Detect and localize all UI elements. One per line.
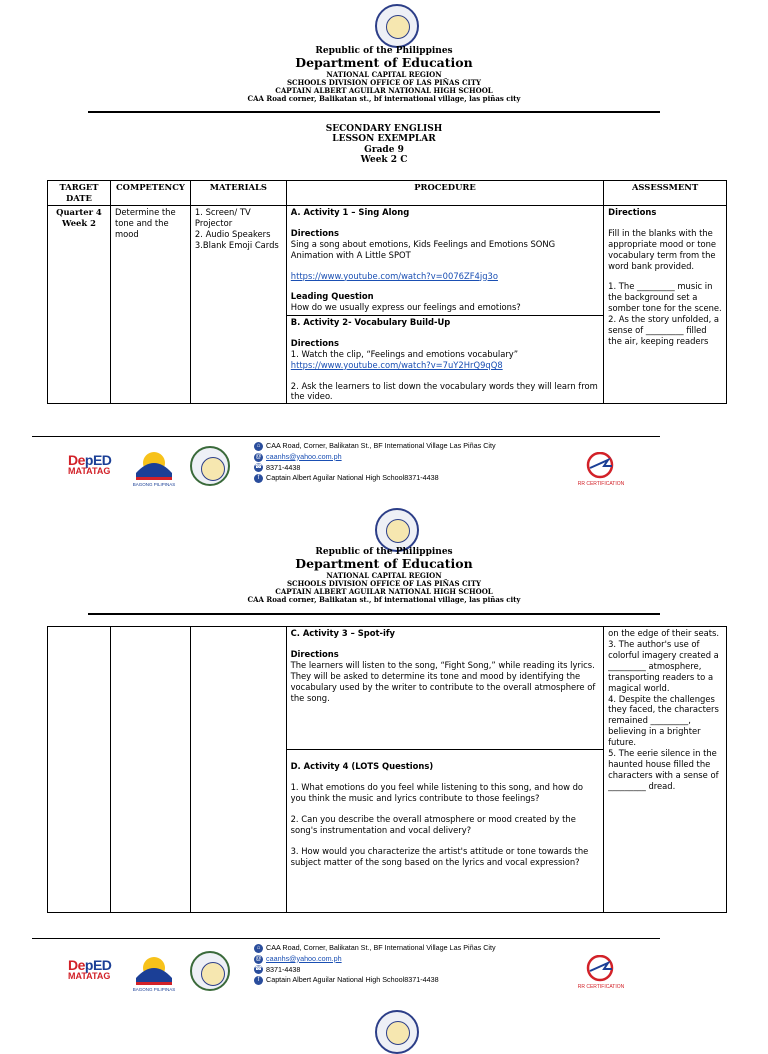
assessment-cell-page1 bbox=[604, 205, 727, 404]
home-icon: ⌂ bbox=[254, 442, 263, 451]
header-target-date: TARGET DATE bbox=[48, 181, 111, 206]
assessment-item-3: 3. The author's use of colorful imagery created a _________ atmosphere, transporting readers to a magical world. bbox=[608, 638, 719, 693]
header-competency: COMPETENCY bbox=[110, 181, 190, 206]
lesson-table-page1 bbox=[47, 180, 727, 404]
page-header bbox=[0, 46, 768, 103]
republic-line: Republic of the Philippines bbox=[315, 547, 453, 557]
activity3-cell bbox=[286, 627, 604, 750]
empty-date-cell bbox=[48, 627, 111, 913]
activity1-video-link[interactable]: https://www.youtube.com/watch?v=0076ZF4jg3o bbox=[290, 270, 498, 281]
footer-facebook: Captain Albert Aguilar National High School8371-4438 bbox=[266, 975, 439, 985]
department-line: Department of Education bbox=[295, 55, 473, 71]
lesson-title bbox=[0, 124, 768, 165]
activity2-step2: 2. Ask the learners to list down the vocabulary words they will learn from the video. bbox=[290, 380, 598, 402]
bagong-pilipinas-text: BAGONG PILIPINAS bbox=[132, 987, 176, 992]
republic-line: Republic of the Philippines bbox=[315, 46, 453, 56]
division-line: SCHOOLS DIVISION OFFICE OF LAS PIÑAS CITY bbox=[286, 578, 482, 588]
title-grade: Grade 9 bbox=[364, 144, 404, 155]
activity2-video-link[interactable]: https://www.youtube.com/watch?v=7uY2HrQ9qQ8 bbox=[290, 359, 503, 370]
material-item: 1. Screen/ TV Projector bbox=[194, 206, 251, 228]
activity3-title: C. Activity 3 – Spot-ify bbox=[290, 628, 395, 638]
matatag-text: MATATAG bbox=[68, 971, 111, 981]
header-procedure: PROCEDURE bbox=[286, 181, 603, 206]
deped-matatag-logo: DepED MATATAG bbox=[68, 957, 112, 981]
rr-certification-logo bbox=[574, 955, 630, 991]
region-line: NATIONAL CAPITAL REGION bbox=[326, 570, 442, 580]
empty-materials-cell bbox=[190, 627, 286, 913]
rr-certification-logo bbox=[574, 452, 630, 488]
activity4-question-2: 2. Can you describe the overall atmosphere or mood created by the song's instrumentation and vocal delivery? bbox=[290, 813, 576, 835]
footer-phone: 8371-4438 bbox=[266, 964, 301, 974]
bagong-pilipinas-logo bbox=[132, 447, 176, 487]
header-divider bbox=[88, 111, 660, 113]
footer-facebook: Captain Albert Aguilar National High School8371-4438 bbox=[266, 473, 439, 483]
address-line: CAA Road corner, Balikatan st., bf international village, las piñas city bbox=[247, 594, 521, 604]
competency-cell: Determine the tone and the mood bbox=[110, 205, 190, 404]
address-line: CAA Road corner, Balikatan st., bf international village, las piñas city bbox=[247, 93, 521, 103]
activity4-title: D. Activity 4 (LOTS Questions) bbox=[290, 761, 434, 771]
leading-question-label: Leading Question bbox=[290, 291, 374, 302]
mail-icon: @ bbox=[255, 453, 262, 460]
footer-email[interactable]: caanhs@yahoo.com.ph bbox=[266, 953, 342, 963]
school-line: CAPTAIN ALBERT AGUILAR NATIONAL HIGH SCHOOL bbox=[275, 85, 493, 95]
activity1-cell bbox=[286, 205, 603, 315]
activity3-directions: The learners will listen to the song, “Fight Song,” while reading its lyrics. They will be asked to determine its tone and mood by identifying the vocabulary used by the writer to contribute to the overall atmosphere of the song. bbox=[290, 659, 596, 703]
header-assessment: ASSESSMENT bbox=[604, 181, 727, 206]
facebook-icon: f bbox=[254, 474, 263, 483]
school-line: CAPTAIN ALBERT AGUILAR NATIONAL HIGH SCHOOL bbox=[275, 586, 493, 596]
home-icon: ⌂ bbox=[254, 944, 263, 953]
assessment-item-1: 1. The _________ music in the background set a somber tone for the scene. bbox=[608, 281, 722, 314]
footer-address: CAA Road, Corner, Balikatan St., BF International Village Las Piñas City bbox=[266, 943, 496, 952]
mail-icon: @ bbox=[255, 955, 262, 962]
page-header-2 bbox=[0, 547, 768, 604]
materials-cell bbox=[190, 205, 286, 404]
facebook-icon: f bbox=[254, 976, 263, 985]
activity1-title: A. Activity 1 – Sing Along bbox=[290, 206, 410, 217]
material-item: 3.Blank Emoji Cards bbox=[194, 239, 279, 250]
empty-competency-cell bbox=[110, 627, 190, 913]
activity2-title: B. Activity 2- Vocabulary Build-Up bbox=[290, 316, 451, 327]
lesson-table-page2 bbox=[47, 626, 727, 913]
assessment-item-4: 4. Despite the challenges they faced, the characters remained _________, believing in a brighter future. bbox=[608, 693, 719, 748]
school-seal-logo bbox=[190, 446, 230, 486]
title-type: LESSON EXEMPLAR bbox=[332, 134, 436, 145]
activity2-step1: 1. Watch the clip, “Feelings and emotions vocabulary” bbox=[290, 348, 519, 359]
activity4-question-1: 1. What emotions do you feel while listening to this song, and how do you think the music and lyrics contribute to those feelings? bbox=[290, 781, 584, 803]
activity1-directions: Sing a song about emotions, Kids Feelings and Emotions SONG Animation with A Little SPOT bbox=[290, 238, 556, 260]
footer-phone: 8371-4438 bbox=[266, 462, 301, 472]
activity1-directions-label: Directions bbox=[290, 227, 339, 238]
activity2-directions-label: Directions bbox=[290, 337, 339, 348]
title-subject: SECONDARY ENGLISH bbox=[325, 124, 443, 134]
assessment-item-2-cont: on the edge of their seats. bbox=[608, 628, 720, 638]
footer-divider bbox=[32, 436, 660, 437]
footer-contact bbox=[254, 943, 496, 986]
activity4-cell bbox=[286, 750, 604, 913]
school-seal-logo bbox=[190, 951, 230, 991]
footer-email[interactable]: caanhs@yahoo.com.ph bbox=[266, 451, 342, 461]
target-date-cell: Quarter 4 Week 2 bbox=[48, 205, 111, 404]
deped-matatag-logo: DepED MATATAG bbox=[68, 452, 112, 476]
bagong-pilipinas-text: BAGONG PILIPINAS bbox=[132, 482, 176, 487]
title-week: Week 2 C bbox=[360, 155, 408, 166]
region-line: NATIONAL CAPITAL REGION bbox=[326, 69, 442, 79]
assessment-item-2: 2. As the story unfolded, a sense of _________ filled the air, keeping readers bbox=[608, 314, 720, 347]
phone-icon: ☎ bbox=[254, 464, 263, 471]
phone-icon: ☎ bbox=[254, 966, 263, 973]
assessment-instructions: Fill in the blanks with the appropriate mood or tone vocabulary term from the word bank provided. bbox=[608, 227, 717, 271]
rr-certification-text: RR CERTIFICATION bbox=[577, 984, 625, 990]
footer-contact bbox=[254, 441, 496, 484]
bagong-pilipinas-logo bbox=[132, 952, 176, 992]
department-line: Department of Education bbox=[295, 556, 473, 572]
deped-seal-logo bbox=[375, 508, 419, 552]
leading-question: How do we usually express our feelings and emotions? bbox=[290, 302, 521, 313]
footer-divider bbox=[32, 938, 660, 939]
rr-certification-text: RR CERTIFICATION bbox=[577, 481, 625, 487]
activity4-question-3: 3. How would you characterize the artist's attitude or tone towards the subject matter of the song based on the lyrics and vocal expression? bbox=[290, 845, 589, 867]
material-item: 2. Audio Speakers bbox=[194, 228, 271, 239]
deped-seal-logo bbox=[375, 4, 419, 48]
activity2-cell bbox=[286, 315, 603, 404]
matatag-text: MATATAG bbox=[68, 466, 111, 476]
deped-seal-logo bbox=[375, 1010, 419, 1054]
assessment-item-5: 5. The eerie silence in the haunted house filled the characters with a sense of _________ dread. bbox=[608, 748, 719, 791]
header-materials: MATERIALS bbox=[190, 181, 286, 206]
assessment-cell-page2 bbox=[604, 627, 727, 913]
footer-address: CAA Road, Corner, Balikatan St., BF International Village Las Piñas City bbox=[266, 441, 496, 450]
assessment-directions-label: Directions bbox=[608, 206, 657, 217]
activity3-directions-label: Directions bbox=[290, 648, 339, 659]
division-line: SCHOOLS DIVISION OFFICE OF LAS PIÑAS CITY bbox=[286, 77, 482, 87]
header-divider bbox=[88, 613, 660, 615]
